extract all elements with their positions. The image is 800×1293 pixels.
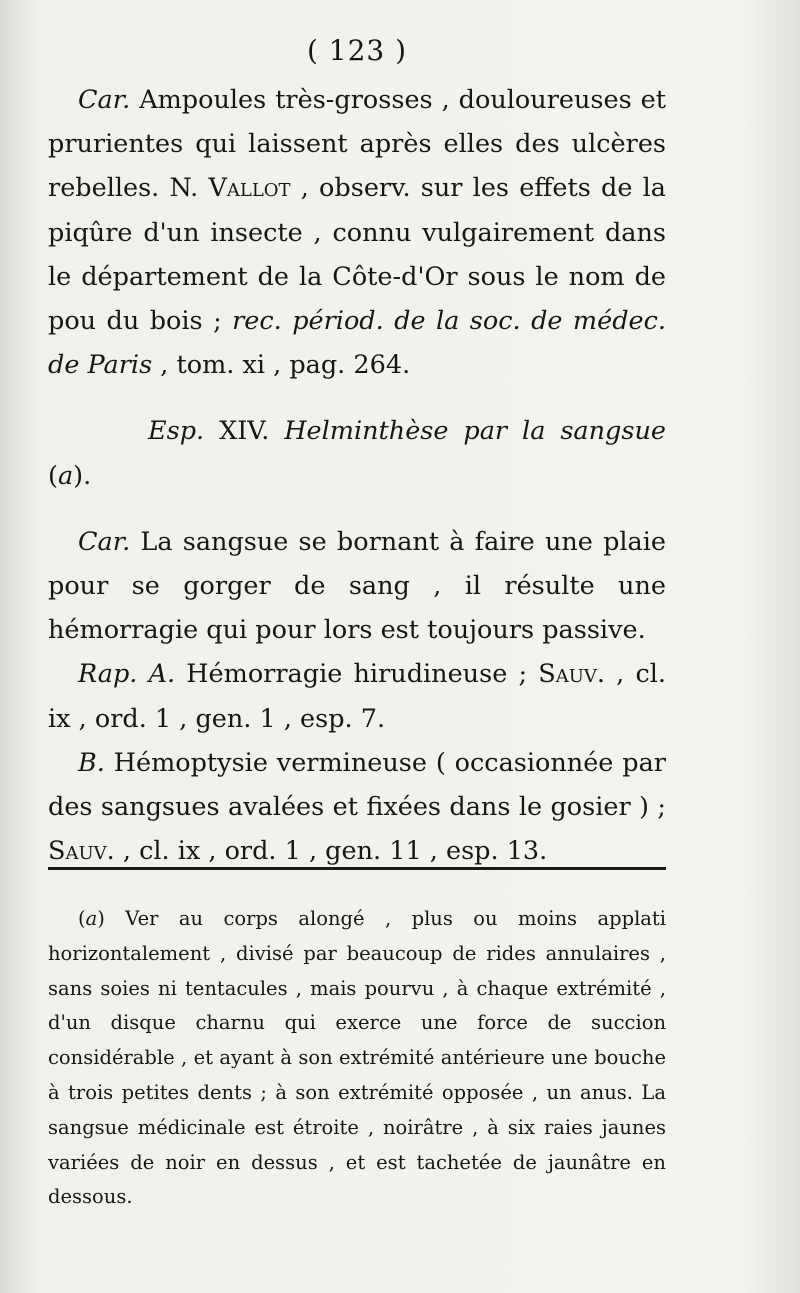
species-name: Helminthèse par la sangsue <box>284 416 666 447</box>
species-text: ( <box>48 460 58 491</box>
footnote-text: (a) Ver au corps alongé , plus ou moins applati horizontalement , divisé par beaucoup de rides annulaires , sans soies ni tentacules , mais pourvu , à chaque extrémité , d'un disque charnu qui exerce une force de succion considérable , et ayant à son extrémité antérieure une bouche à trois petites dents ; à son extrémité opposée , un anus. La sangsue médicinale est étroite , noirâtre , à six raies jaunes variées de noir en dessus , et est tachetée de jaunâtre en dessous. <box>48 907 666 1209</box>
paragraph-text: , observ. sur les effets de la piqûre d'un insecte , connu vulgairement dans le département de la Côte-d'Or sous le nom de pou du bois ; <box>48 173 666 337</box>
species-text: ). <box>73 460 92 491</box>
author-sauv: Sauv. <box>538 659 605 690</box>
label-rap-a: Rap. A. <box>78 659 176 690</box>
footnote <box>48 902 666 1215</box>
paragraph-text: Hémorragie hirudineuse ; <box>175 659 539 690</box>
label-b: B. <box>78 747 105 778</box>
paragraph-text: , cl. ix , ord. 1 , gen. 11 , esp. 13. <box>114 836 548 867</box>
reference-title: rec. périod. de la soc. de médec. de Paris <box>48 306 666 381</box>
footnote-mark: a <box>85 907 98 930</box>
label-car: Car. <box>78 526 131 557</box>
author-name: Vallot <box>208 173 291 204</box>
rapport-b <box>48 741 666 874</box>
main-text <box>48 78 666 873</box>
paragraph-text: , cl. ix , ord. 1 , gen. 1 , esp. 7. <box>48 659 666 734</box>
footnote-body: Ver au corps alongé , plus ou moins applati horizontalement , divisé par beaucoup de rides annulaires , sans soies ni tentacules , mais pourvu , à chaque extrémité , d'un disque charnu qui exerce une force de succion considérable , et ayant à son extrémité antérieure une bouche à trois petites dents ; à son extrémité opposée , un anus. La sangsue médicinale est étroite , noirâtre , à six raies jaunes variées de noir en dessus , et est tachetée de jaunâtre en dessous. <box>48 907 666 1209</box>
label-car: Car. <box>78 85 131 115</box>
paragraph-text: Ampoules très-grosses , douloureuses et prurientes qui laissent après elles des ulcères rebelles. N. <box>48 85 666 204</box>
paragraph-characters-2 <box>48 520 666 653</box>
page-number: ( 123 ) <box>306 34 408 67</box>
author-sauv: Sauv. <box>48 836 115 867</box>
paragraph-text: , tom. xi , pag. 264. <box>152 350 411 381</box>
species-heading <box>48 409 666 497</box>
footnote-ref: a <box>57 460 74 491</box>
rapport-a <box>48 652 666 740</box>
paragraph-text: La sangsue se bornant à faire une plaie pour se gorger de sang , il résulte une hémorragie qui pour lors est toujours passive. <box>48 526 666 646</box>
paragraph-characters-1 <box>48 78 666 387</box>
label-esp: Esp. <box>148 416 205 447</box>
paragraph-text: Hémoptysie vermineuse ( occasionnée par des sangsues avalées et fixées dans le gosier ) ; <box>48 747 666 823</box>
footnote-divider <box>48 867 666 870</box>
species-number: XIV. <box>204 416 285 447</box>
